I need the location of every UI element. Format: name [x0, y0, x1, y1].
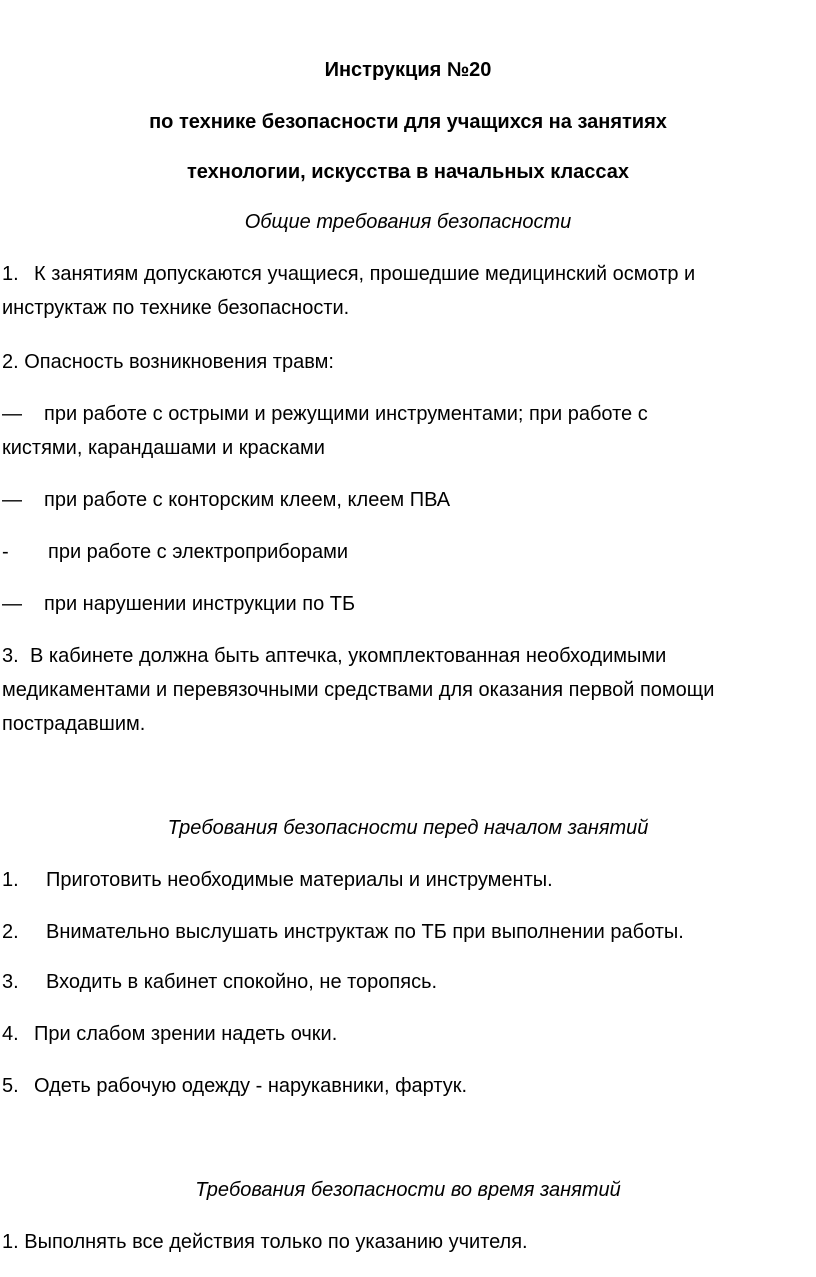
bullet-marker: — [2, 489, 22, 511]
item-text-line: медикаментами и перевязочными средствами для оказания первой помощи [2, 679, 715, 701]
item-number: 5. [2, 1075, 19, 1097]
item-text-line: инструктаж по технике безопасности. [2, 297, 350, 319]
item-number: 3. [2, 645, 19, 667]
item-text: Входить в кабинет спокойно, не торопясь. [46, 971, 438, 993]
bullet-text-line: при работе с острыми и режущими инструментами; при работе с [44, 403, 648, 425]
bullet-text-line: при работе с конторским клеем, клеем ПВА [44, 489, 451, 511]
bullet-text-line: при работе с электроприборами [48, 541, 349, 563]
bullet-text-line: при нарушении инструкции по ТБ [44, 593, 356, 615]
bullet-marker: - [2, 541, 9, 563]
section-heading-during-class: Требования безопасности во время занятий [195, 1179, 621, 1201]
document-title: Инструкция №20 [324, 59, 492, 81]
item-number: 4. [2, 1023, 19, 1045]
section-heading-general: Общие требования безопасности [244, 211, 572, 233]
during-item-1: 1. Выполнять все действия только по указанию учителя. [2, 1231, 528, 1253]
item-number: 1. [2, 263, 19, 285]
subtitle-line-1: по технике безопасности для учащихся на занятиях [149, 111, 667, 133]
bullet-text-line: кистями, карандашами и красками [2, 437, 325, 459]
item-text: Одеть рабочую одежду - нарукавники, фартук. [34, 1075, 468, 1097]
item-text-line: К занятиям допускаются учащиеся, прошедшие медицинский осмотр и [34, 263, 696, 285]
item-text: Приготовить необходимые материалы и инструменты. [46, 869, 553, 891]
item-text: Внимательно выслушать инструктаж по ТБ при выполнении работы. [46, 921, 684, 943]
item-number: 1. [2, 869, 19, 891]
item-number: 3. [2, 971, 19, 993]
item-text-line: В кабинете должна быть аптечка, укомплектованная необходимыми [30, 645, 667, 667]
item-number: 2. [2, 921, 19, 943]
item-text: При слабом зрении надеть очки. [34, 1023, 338, 1045]
bullet-marker: — [2, 403, 22, 425]
bullet-marker: — [2, 593, 22, 615]
general-item-2: 2. Опасность возникновения травм: [2, 351, 334, 373]
subtitle-line-2: технологии, искусства в начальных классах [186, 161, 630, 183]
item-text-line: пострадавшим. [2, 713, 146, 735]
section-heading-before-class: Требования безопасности перед началом занятий [167, 817, 649, 839]
